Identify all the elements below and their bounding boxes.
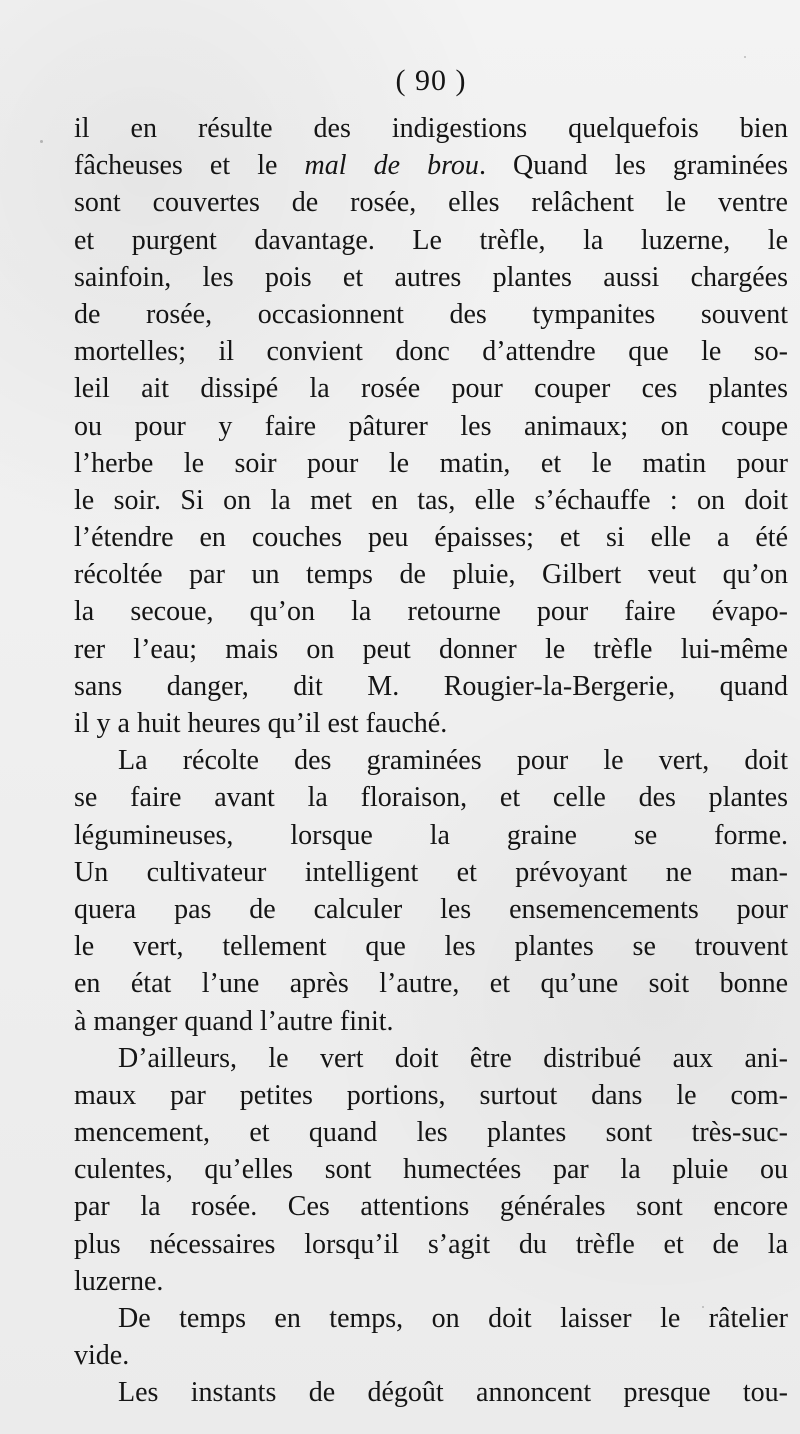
text-line: leil ait dissipé la rosée pour couper ces plantes xyxy=(74,373,788,405)
text-line: sainfoin, les pois et autres plantes aussi chargées xyxy=(74,261,788,293)
text-line: à manger quand l’autre finit. xyxy=(74,1005,394,1037)
text-line: le vert, tellement que les plantes se trouvent xyxy=(74,931,788,963)
text-line: la secoue, qu’on la retourne pour faire évapo- xyxy=(74,596,788,628)
text-line: rer l’eau; mais on peut donner le trèfle lui-même xyxy=(74,633,788,665)
text-line: ou pour y faire pâturer les animaux; on coupe xyxy=(74,410,788,442)
text-line: sans danger, dit M. Rougier-la-Bergerie, quand xyxy=(74,670,788,702)
paragraph-start: La récolte des graminées pour le vert, doit xyxy=(118,745,788,777)
text-line: sont couvertes de rosée, elles relâchent le ventre xyxy=(74,187,788,219)
text-line: l’herbe le soir pour le matin, et le matin pour xyxy=(74,447,788,479)
text-line: Un cultivateur intelligent et prévoyant ne man- xyxy=(74,856,788,888)
paper-speck xyxy=(744,56,746,58)
text-segment: fâcheuses et le xyxy=(74,150,305,182)
paper-speck xyxy=(772,1138,775,1141)
text-line: mortelles; il convient donc d’attendre que le so- xyxy=(74,336,788,368)
text-line: il y a huit heures qu’il est fauché. xyxy=(74,708,448,739)
paper-speck xyxy=(702,1306,704,1308)
text-line: de rosée, occasionnent des tympanites souvent xyxy=(74,298,788,330)
text-line: mencement, et quand les plantes sont très-suc- xyxy=(74,1117,788,1149)
text-segment: . Quand les graminées xyxy=(478,150,788,182)
text-line: se faire avant la floraison, et celle des plantes xyxy=(74,782,788,814)
text-line: l’étendre en couches peu épaisses; et si elle a été xyxy=(74,522,788,554)
paper-speck xyxy=(40,140,43,143)
paragraph-start: Les instants de dégoût annoncent presque tou- xyxy=(118,1377,788,1409)
page-text xyxy=(74,110,788,1412)
text-line: culentes, qu’elles sont humectées par la pluie ou xyxy=(74,1154,788,1186)
text-line: il en résulte des indigestions quelquefois bien xyxy=(74,113,788,144)
text-line: en état l’une après l’autre, et qu’une soit bonne xyxy=(74,968,788,1000)
text-line: maux par petites portions, surtout dans le com- xyxy=(74,1079,788,1111)
paragraph-start: D’ailleurs, le vert doit être distribué aux ani- xyxy=(118,1042,788,1074)
text-line: plus nécessaires lorsqu’il s’agit du trèfle et de la xyxy=(74,1228,788,1260)
text-line: récoltée par un temps de pluie, Gilbert veut qu’on xyxy=(74,559,788,591)
paragraph-start: De temps en temps, on doit laisser le râtelier xyxy=(118,1303,788,1334)
text-line: quera pas de calculer les ensemencements pour xyxy=(74,893,788,925)
italic-phrase: mal de brou xyxy=(304,150,479,182)
text-line: le soir. Si on la met en tas, elle s’échauffe : on doit xyxy=(74,484,788,516)
text-line: vide. xyxy=(74,1340,130,1372)
text-line: légumineuses, lorsque la graine se forme. xyxy=(74,819,788,851)
text-line: et purgent davantage. Le trèfle, la luzerne, le xyxy=(74,224,788,256)
text-line-with-emphasis xyxy=(74,147,788,184)
page-number: ( 90 ) xyxy=(395,64,467,97)
text-line: luzerne. xyxy=(74,1265,164,1297)
text-line: par la rosée. Ces attentions générales sont encore xyxy=(74,1191,788,1223)
